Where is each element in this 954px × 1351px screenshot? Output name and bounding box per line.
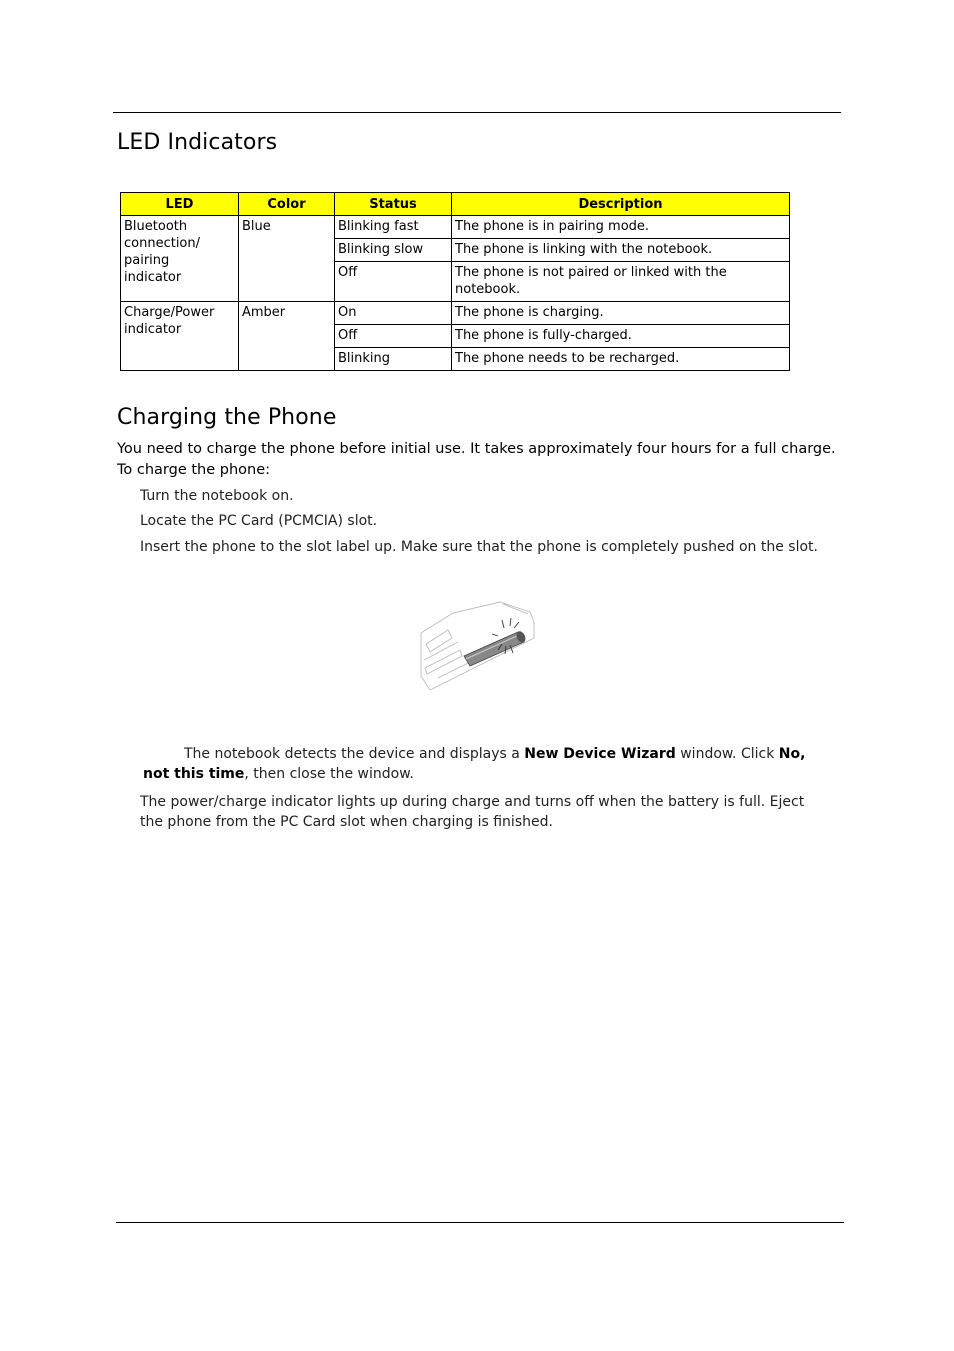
status-cell: Blinking [335, 348, 452, 371]
section-title-led-indicators: LED Indicators [117, 130, 278, 155]
led-color-cell: Amber [239, 302, 335, 371]
header-rule [113, 112, 841, 113]
description-cell: The phone is not paired or linked with the notebook. [452, 262, 790, 302]
closing-paragraph: The power/charge indicator lights up during charge and turns off when the battery is full. Eject the phone from the PC Card slot when charging is finished. [140, 794, 805, 830]
status-cell: Off [335, 262, 452, 302]
note-text: window. Click [675, 746, 779, 762]
phone-in-pc-card-slot-illustration [418, 598, 538, 693]
new-device-wizard-note [143, 744, 833, 784]
column-header-status: Status [335, 193, 452, 216]
description-cell: The phone is in pairing mode. [452, 216, 790, 239]
status-cell: Blinking fast [335, 216, 452, 239]
table-row [121, 302, 790, 325]
list-item: Insert the phone to the slot label up. Make sure that the phone is completely pushed on the slot. [140, 539, 818, 555]
not-this-time-label: not this time [143, 766, 245, 782]
led-name-cell: Bluetooth connection/ pairing indicator [121, 216, 239, 302]
no-option-label: No [778, 746, 801, 762]
status-cell: On [335, 302, 452, 325]
list-item: Locate the PC Card (PCMCIA) slot. [140, 513, 378, 529]
description-cell: The phone needs to be recharged. [452, 348, 790, 371]
column-header-color: Color [239, 193, 335, 216]
led-color-cell: Blue [239, 216, 335, 302]
table-header-row [121, 193, 790, 216]
intro-paragraph: You need to charge the phone before initial use. It takes approximately four hours for a full charge. To charge the phone: [117, 441, 836, 478]
description-cell: The phone is linking with the notebook. [452, 239, 790, 262]
status-cell: Off [335, 325, 452, 348]
column-header-led: LED [121, 193, 239, 216]
section-title-charging: Charging the Phone [117, 405, 337, 430]
new-device-wizard-label: New Device Wizard [524, 746, 676, 762]
note-text: , then close the window. [244, 766, 414, 782]
description-cell: The phone is charging. [452, 302, 790, 325]
list-item: Turn the notebook on. [140, 488, 294, 504]
column-header-description: Description [452, 193, 790, 216]
led-indicator-table [120, 192, 790, 371]
table-row [121, 216, 790, 239]
led-name-cell: Charge/Power indicator [121, 302, 239, 371]
footer-rule [116, 1222, 844, 1223]
description-cell: The phone is fully-charged. [452, 325, 790, 348]
note-comma: , [800, 746, 806, 762]
status-cell: Blinking slow [335, 239, 452, 262]
note-text: The notebook detects the device and displays a [184, 746, 525, 762]
